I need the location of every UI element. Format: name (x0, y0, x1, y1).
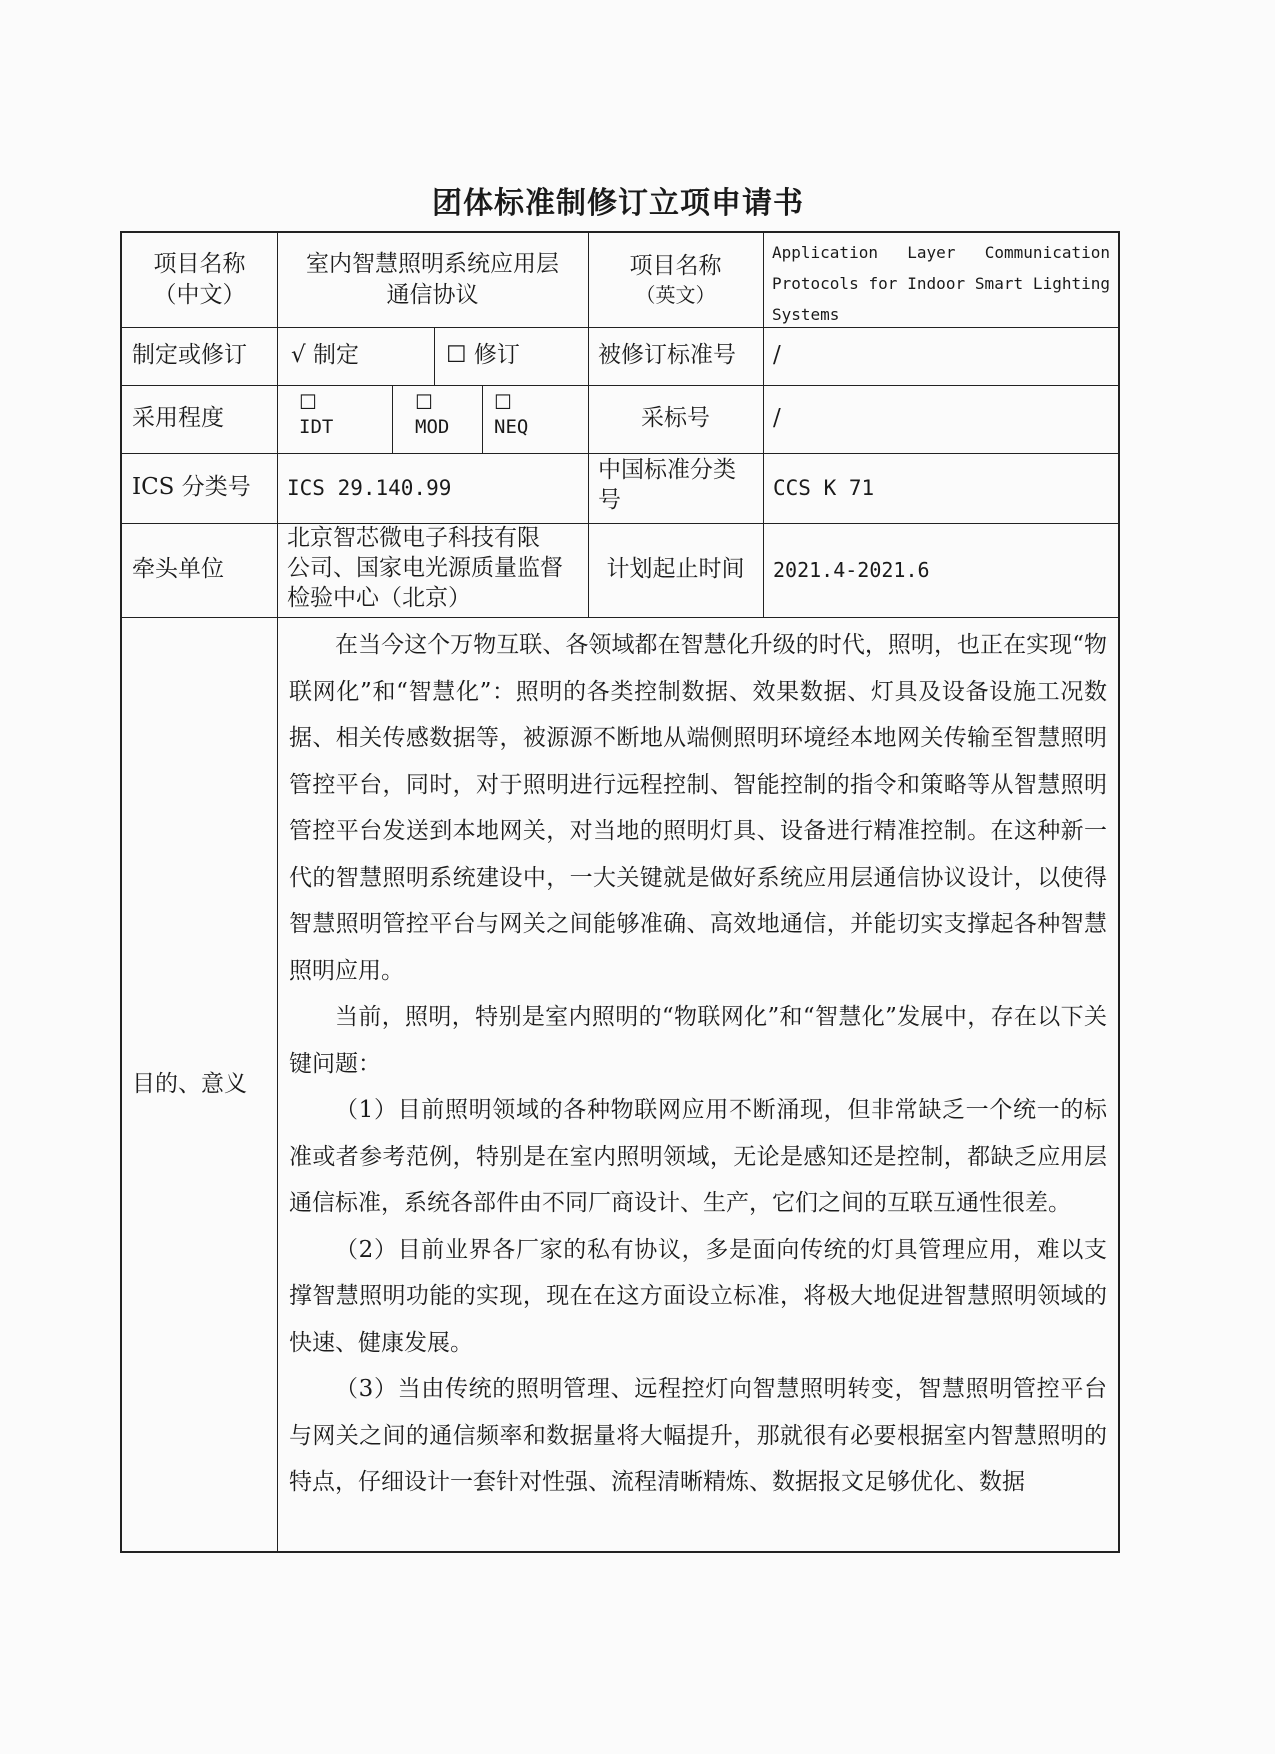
purpose-paragraph: 在当今这个万物互联、各领域都在智慧化升级的时代，照明，也正在实现“物联网化”和“智慧化”：照明的各类控制数据、效果数据、灯具及设备设施工况数据、相关传感数据等，被源源不断地从端侧照明环境经本地网关传输至智慧照明管控平台，同时，对于照明进行远程控制、智能控制的指令和策略等从智慧照明管控平台发送到本地网关，对当地的照明灯具、设备进行精准控制。在这种新一代的智慧照明系统建设中，一大关键就是做好系统应用层通信协议设计，以使得智慧照明管控平台与网关之间能够准确、高效地通信，并能切实支撑起各种智慧照明应用。 (289, 632, 1107, 984)
value-line: Application Layer Communication (772, 243, 1110, 262)
page-title: 团体标准制修订立项申请书 (432, 186, 804, 221)
checkbox-icon: ☐ (299, 390, 317, 414)
value-line: 公司、国家电光源质量监督 (287, 555, 563, 581)
revised-standard-no-label: 被修订标准号 (598, 342, 736, 369)
adopted-standard-no-label: 采标号 (641, 405, 710, 432)
value-line: 通信协议 (386, 282, 479, 308)
label-text: 项目名称 (153, 250, 246, 277)
value-line: 室内智慧照明系统应用层 (306, 250, 559, 277)
project-name-cn-label (122, 233, 277, 327)
checkbox-icon: ☐ (494, 390, 512, 414)
ics-label: ICS 分类号 (132, 474, 251, 501)
option-revise-checkbox[interactable]: ☐ 修订 (446, 342, 520, 369)
value-line: 北京智芯微电子科技有限 (287, 525, 540, 551)
option-mod-checkbox[interactable] (392, 385, 482, 453)
option-label: NEQ (494, 416, 529, 438)
lead-unit-value (277, 523, 588, 617)
purpose-paragraph: （3）当由传统的照明管理、远程控灯向智慧照明转变，智慧照明管控平台与网关之间的通信频率和数据量将大幅提升，那就很有必要根据室内智慧照明的特点，仔细设计一套针对性强、流程清晰精炼、数据报文足够优化、数据 (289, 1376, 1107, 1495)
ics-value: ICS 29.140.99 (287, 475, 452, 500)
adoption-degree-label: 采用程度 (132, 405, 224, 432)
project-name-en-label (588, 233, 763, 327)
checkbox-icon: ☐ (415, 390, 433, 414)
revised-standard-no-value: / (773, 342, 781, 369)
option-neq-checkbox[interactable] (482, 385, 588, 453)
adopted-standard-no-value: / (773, 405, 781, 432)
value-line: 检验中心（北京） (287, 585, 471, 611)
plan-period-label: 计划起止时间 (606, 556, 745, 583)
plan-period-value: 2021.4-2021.6 (773, 557, 930, 582)
application-form-table (120, 231, 1120, 1553)
ccs-label: 中国标准分类号 (598, 457, 736, 513)
option-label: MOD (415, 416, 450, 438)
label-text: 项目名称 (629, 252, 722, 279)
lead-unit-label: 牵头单位 (132, 556, 224, 583)
purpose-paragraph: 当前，照明，特别是室内照明的“物联网化”和“智慧化”发展中，存在以下关键问题： (289, 1004, 1107, 1077)
option-label: IDT (299, 416, 334, 438)
label-subtext: （英文） (635, 283, 716, 308)
project-name-cn-value (277, 233, 588, 327)
project-name-en-value (763, 233, 1118, 327)
option-idt-checkbox[interactable] (277, 385, 392, 453)
option-make-checkbox[interactable]: √ 制定 (291, 342, 359, 369)
value-line: Protocols for Indoor Smart Lighting (772, 274, 1110, 293)
purpose-paragraph: （1）目前照明领域的各种物联网应用不断涌现，但非常缺乏一个统一的标准或者参考范例，特别是在室内照明领域，无论是感知还是控制，都缺乏应用层通信标准，系统各部件由不同厂商设计、生产，它们之间的互联互通性很差。 (289, 1097, 1107, 1216)
purpose-content (277, 617, 1118, 1553)
make-or-revise-label: 制定或修订 (132, 342, 247, 369)
label-subtext: （中文） (153, 282, 246, 308)
value-line: Systems (772, 305, 840, 324)
ccs-value: CCS K 71 (773, 475, 875, 500)
purpose-label: 目的、意义 (132, 1071, 247, 1098)
purpose-paragraph: （2）目前业界各厂家的私有协议，多是面向传统的灯具管理应用，难以支撑智慧照明功能的实现，现在在这方面设立标准，将极大地促进智慧照明领域的快速、健康发展。 (289, 1236, 1107, 1356)
